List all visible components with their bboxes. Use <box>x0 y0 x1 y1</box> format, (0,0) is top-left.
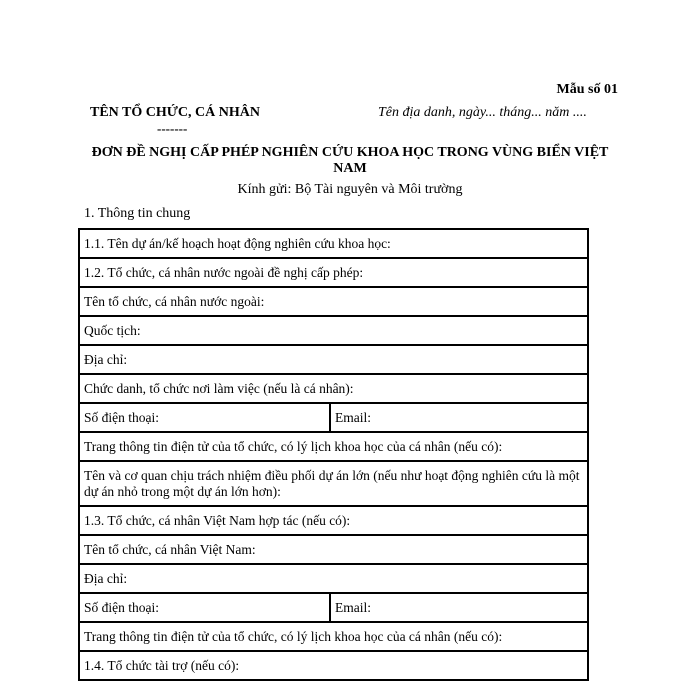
vn-partner-heading: 1.3. Tổ chức, cá nhân Việt Nam hợp tác (nếu có): <box>79 506 588 535</box>
phone-field: Số điện thoại: <box>79 403 330 432</box>
separator-dashes: ------- <box>157 121 188 136</box>
email-field: Email: <box>330 403 588 432</box>
vn-phone-field: Số điện thoại: <box>79 593 330 622</box>
table-row <box>79 432 588 461</box>
table-row <box>79 622 588 651</box>
table-row <box>79 564 588 593</box>
section-heading: 1. Thông tin chung <box>84 206 191 221</box>
position-field: Chức danh, tổ chức nơi làm việc (nếu là cá nhân): <box>79 374 588 403</box>
table-row <box>79 345 588 374</box>
document-title: ĐƠN ĐỀ NGHỊ CẤP PHÉP NGHIÊN CỨU KHOA HỌC TRONG VÙNG BIỂN VIỆT NAM <box>91 145 609 176</box>
nationality-field: Quốc tịch: <box>79 316 588 345</box>
vn-email-field: Email: <box>330 593 588 622</box>
foreign-name-field: Tên tổ chức, cá nhân nước ngoài: <box>79 287 588 316</box>
table-row <box>79 258 588 287</box>
vn-website-field: Trang thông tin điện tử của tổ chức, có lý lịch khoa học của cá nhân (nếu có): <box>79 622 588 651</box>
table-row <box>79 506 588 535</box>
table-row <box>79 651 588 680</box>
general-info-table <box>78 228 589 681</box>
table-row <box>79 535 588 564</box>
greeting: Kính gửi: Bộ Tài nguyên và Môi trường <box>237 182 463 197</box>
table-row <box>79 229 588 258</box>
sponsor-field: 1.4. Tổ chức tài trợ (nếu có): <box>79 651 588 680</box>
foreign-applicant-heading: 1.2. Tổ chức, cá nhân nước ngoài đề nghị cấp phép: <box>79 258 588 287</box>
table-row <box>79 593 588 622</box>
organization-name: TÊN TỔ CHỨC, CÁ NHÂN <box>90 105 260 120</box>
project-name-field: 1.1. Tên dự án/kế hoạch hoạt động nghiên cứu khoa học: <box>79 229 588 258</box>
table-row <box>79 374 588 403</box>
table-row <box>79 316 588 345</box>
place-date: Tên địa danh, ngày... tháng... năm .... <box>378 105 587 120</box>
vn-address-field: Địa chỉ: <box>79 564 588 593</box>
table-row <box>79 287 588 316</box>
website-field: Trang thông tin điện tử của tổ chức, có lý lịch khoa học của cá nhân (nếu có): <box>79 432 588 461</box>
vn-name-field: Tên tổ chức, cá nhân Việt Nam: <box>79 535 588 564</box>
table-row <box>79 403 588 432</box>
address-field: Địa chỉ: <box>79 345 588 374</box>
table-row <box>79 461 588 506</box>
form-code: Mẫu số 01 <box>556 82 618 97</box>
coordinator-field: Tên và cơ quan chịu trách nhiệm điều phối dự án lớn (nếu như hoạt động nghiên cứu là một dự án nhỏ trong một dự án lớn hơn): <box>79 461 588 506</box>
